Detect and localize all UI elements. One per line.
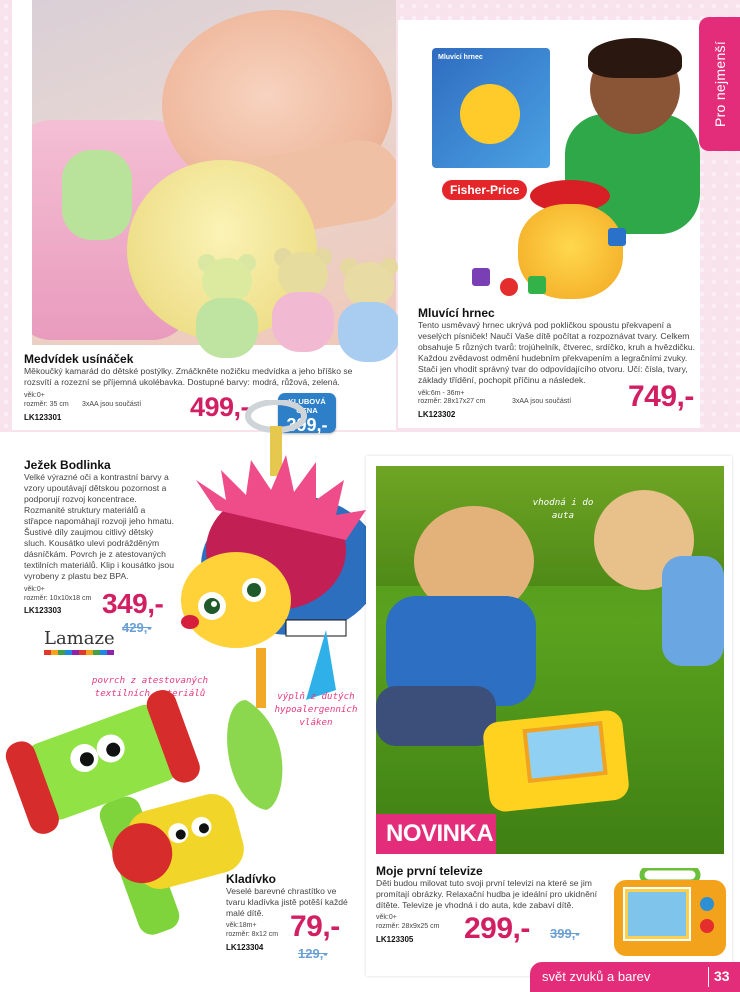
pot-price: 749,- — [628, 380, 694, 413]
hammer-age: věk:18m+ — [226, 922, 257, 929]
tv-age: věk:0+ — [376, 914, 397, 921]
bear-size: rozměr: 35 cm — [24, 401, 69, 408]
pot-size: rozměr: 28x17x27 cm — [418, 398, 486, 405]
page-number: 33 — [714, 968, 730, 984]
product-box: Mluvící hrnec — [432, 48, 550, 168]
hammer-size: rozměr: 8x12 cm — [226, 931, 279, 938]
hedgehog-description: Velké výrazné oči a kontrastní barvy a vzory upoutávají dětskou pozornost a podporují rozvoj koncentrace. Rozmanité struktury materiálů a střapce napomáhají rozvoji jeho hmatu. Šustivé díly zaujmou citlivý dětský sluch. Kousátko ulevi podrážděným dásníčkám. Povrch je z atestovaných textilních materiálů. Klip i kousátko jsou vyrobeny z plastu bez BPA. — [24, 472, 174, 581]
tv-code: LK123305 — [376, 935, 414, 944]
pot-photo — [420, 32, 700, 300]
club-label: KLUBOVÁ CENA — [288, 397, 326, 415]
tv-size: rozměr: 28x9x25 cm — [376, 923, 440, 930]
fisher-price-logo: Fisher-Price — [442, 180, 527, 200]
club-price: 399,- — [286, 415, 328, 435]
pot-title: Mluvící hrnec — [418, 306, 495, 320]
section-name: svět zvuků a barev — [542, 969, 651, 984]
bear-batteries: 3xAA jsou součástí — [82, 401, 142, 408]
hammer-rattle — [0, 690, 250, 950]
toy-tv — [482, 709, 631, 813]
lamaze-logo: Lamaze — [44, 628, 115, 649]
tv-photo — [376, 466, 724, 854]
note-filling: výplň z dutých hypoalergenních vláken — [274, 691, 358, 728]
clip — [248, 402, 304, 430]
tv-price: 299,- — [464, 912, 530, 945]
new-badge: NOVINKA — [376, 814, 496, 854]
note-surface: povrch z atestovaných textilních materiálů — [91, 675, 209, 699]
tv-description: Děti budou milovat tuto svoji první televizi na které se jim promítají obrázky. Relaxační hudba je ideální pro ukidnění dítěte. Televize je vhodná i do auta, kde zabaví dítě. — [376, 878, 598, 910]
tv-title: Moje první televize — [376, 864, 483, 878]
category-ribbon: Pro nejmenší — [699, 17, 740, 151]
tv-product-shot — [612, 868, 728, 958]
hammer-title: Kladívko — [226, 872, 277, 886]
bear-age: věk:0+ — [24, 392, 45, 399]
pot-batteries: 3xAA jsou součástí — [512, 398, 572, 405]
hammer-old-price: 129,- — [298, 946, 328, 961]
pot-code: LK123302 — [418, 410, 456, 419]
hedgehog-title: Ježek Bodlinka — [24, 458, 111, 472]
footer-section — [530, 962, 740, 992]
tv-old-price: 399,- — [550, 926, 580, 941]
hedgehog-face — [181, 552, 291, 648]
bear-title: Medvídek usínáček — [24, 352, 134, 366]
bear-blue — [338, 262, 400, 362]
hammer-price: 79,- — [290, 910, 340, 943]
pot-age: věk:6m - 36m+ — [418, 390, 465, 397]
hammer-description: Veselé barevné chrastítko ve tvaru kladívka jistě potěší každé malé dítě. — [226, 886, 348, 918]
hedgehog-price: 349,- — [102, 588, 164, 619]
hammer-code: LK123304 — [226, 943, 264, 952]
hedgehog-size: rozměr: 10x10x18 cm — [24, 595, 92, 602]
bear-code: LK123301 — [24, 413, 62, 422]
note-car: vhodná i do auta — [532, 497, 594, 521]
bear-green — [196, 258, 258, 358]
bear-pink — [272, 252, 334, 352]
hedgehog-old-price: 429,- — [122, 620, 152, 635]
pot-description: Tento usměvavý hrnec ukrývá pod pokličkou spoustu překvapení a veselých písniček! Naučí Vaše dítě počítat a rozpoznávat tvary. Celkem obsahuje 5 různých tvarů: trojúhelník, čtverec, srdíčko, kruh a hvězdičku. Každou zvědavost odmění hudebním překvapením a legračními zvuky. Stačí jen vhodit správný tvar do odpovídajícího otvoru. Učí: čísla, tvary, základy třídění, pochopit příčinu a následek. — [418, 320, 696, 385]
hedgehog-code: LK123303 — [24, 606, 62, 615]
hedgehog-age: věk:0+ — [24, 586, 45, 593]
bear-description: Měkoučký kamarád do dětské postýlky. Zmáčkněte nožičku medvídka a jeho bříško se rozsvítí a rozezní se příjemná ukolébavka. Dostupné barvy: modrá, růžová, zelená. — [24, 366, 353, 387]
bear-price: 499,- — [190, 392, 250, 422]
